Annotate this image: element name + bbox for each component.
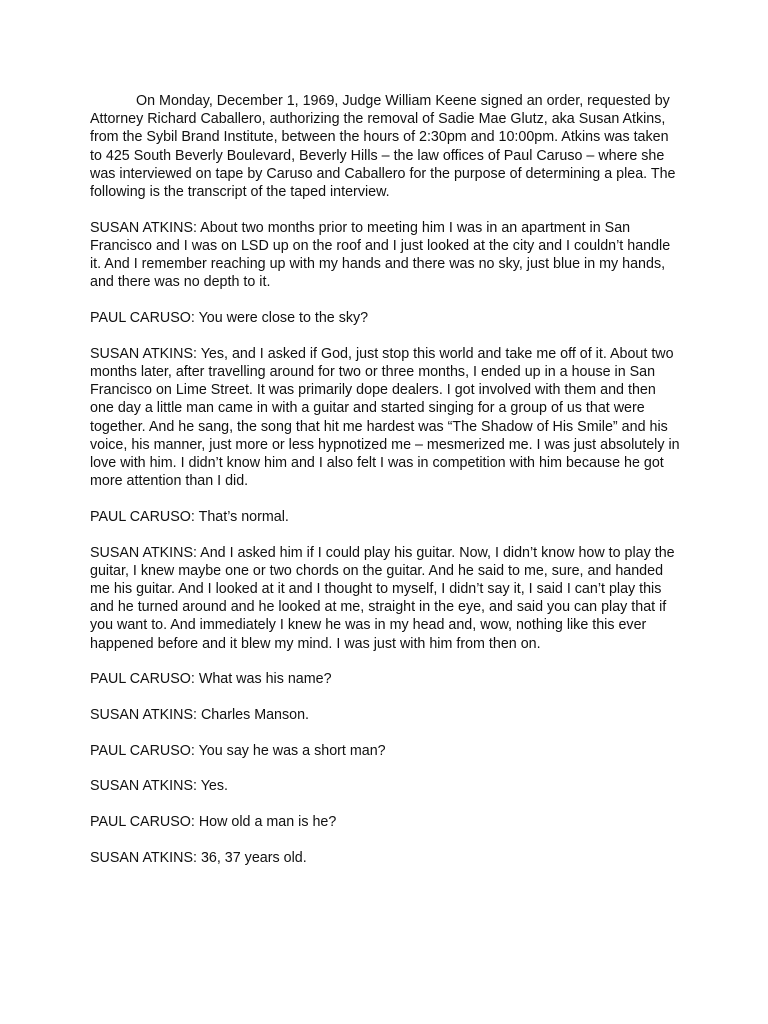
transcript-line: PAUL CARUSO: You say he was a short man? — [90, 742, 386, 759]
transcript-line: SUSAN ATKINS: About two months prior to meeting him I was in an apartment in San Francisco and I was on LSD up on the roof and I just looked at the city and I couldn’t handle it. And I remember reaching up with my hands and there was no sky, just blue in my hands, and there was no depth to it. — [90, 219, 671, 291]
transcript-line: SUSAN ATKINS: Yes. — [90, 778, 228, 795]
transcript-line: PAUL CARUSO: That’s normal. — [90, 508, 289, 525]
transcript-line: PAUL CARUSO: What was his name? — [90, 671, 332, 688]
transcript-line: SUSAN ATKINS: Yes, and I asked if God, just stop this world and take me off of it. About two months later, after travelling around for two or three months, I ended up in a house in San Francisco on Lime Street. It was primarily dope dealers. I got involved with them and then one day a little man came in with a guitar and started singing for a group of us that were together. And he sang, the song that hit me hardest was “The Shadow of His Smile” and his voice, his manner, just more or less hypnotized me – mesmerized me. I was just absolutely in love with him. I didn’t know him and I also felt I was in competition with him because he got more attention than I did. — [90, 345, 680, 490]
transcript-line: SUSAN ATKINS: 36, 37 years old. — [90, 849, 307, 866]
document-page — [90, 92, 680, 885]
transcript-line: SUSAN ATKINS: And I asked him if I could play his guitar. Now, I didn’t know how to play the guitar, I knew maybe one or two chords on the guitar. And he said to me, sure, and handed me his guitar. And I looked at it and I thought to myself, I didn’t say it, I said I can’t play this and he turned around and he looked at me, straight in the eye, and said you can play that if you want to. And immediately I knew he was in my head and, wow, nothing like this ever happened before and it blew my mind. I was just with him from then on. — [90, 544, 675, 652]
transcript-line: SUSAN ATKINS: Charles Manson. — [90, 706, 310, 723]
intro-paragraph: On Monday, December 1, 1969, Judge William Keene signed an order, requested by Attorney Richard Caballero, authorizing the removal of Sadie Mae Glutz, aka Susan Atkins, from the Sybil Brand Institute, between the hours of 2:30pm and 10:00pm. Atkins was taken to 425 South Beverly Boulevard, Beverly Hills – the law offices of Paul Caruso – where she was interviewed on tape by Caruso and Caballero for the purpose of determining a plea. The following is the transcript of the taped interview. — [90, 93, 676, 201]
transcript-line: PAUL CARUSO: You were close to the sky? — [90, 310, 369, 327]
transcript-line: PAUL CARUSO: How old a man is he? — [90, 814, 337, 831]
